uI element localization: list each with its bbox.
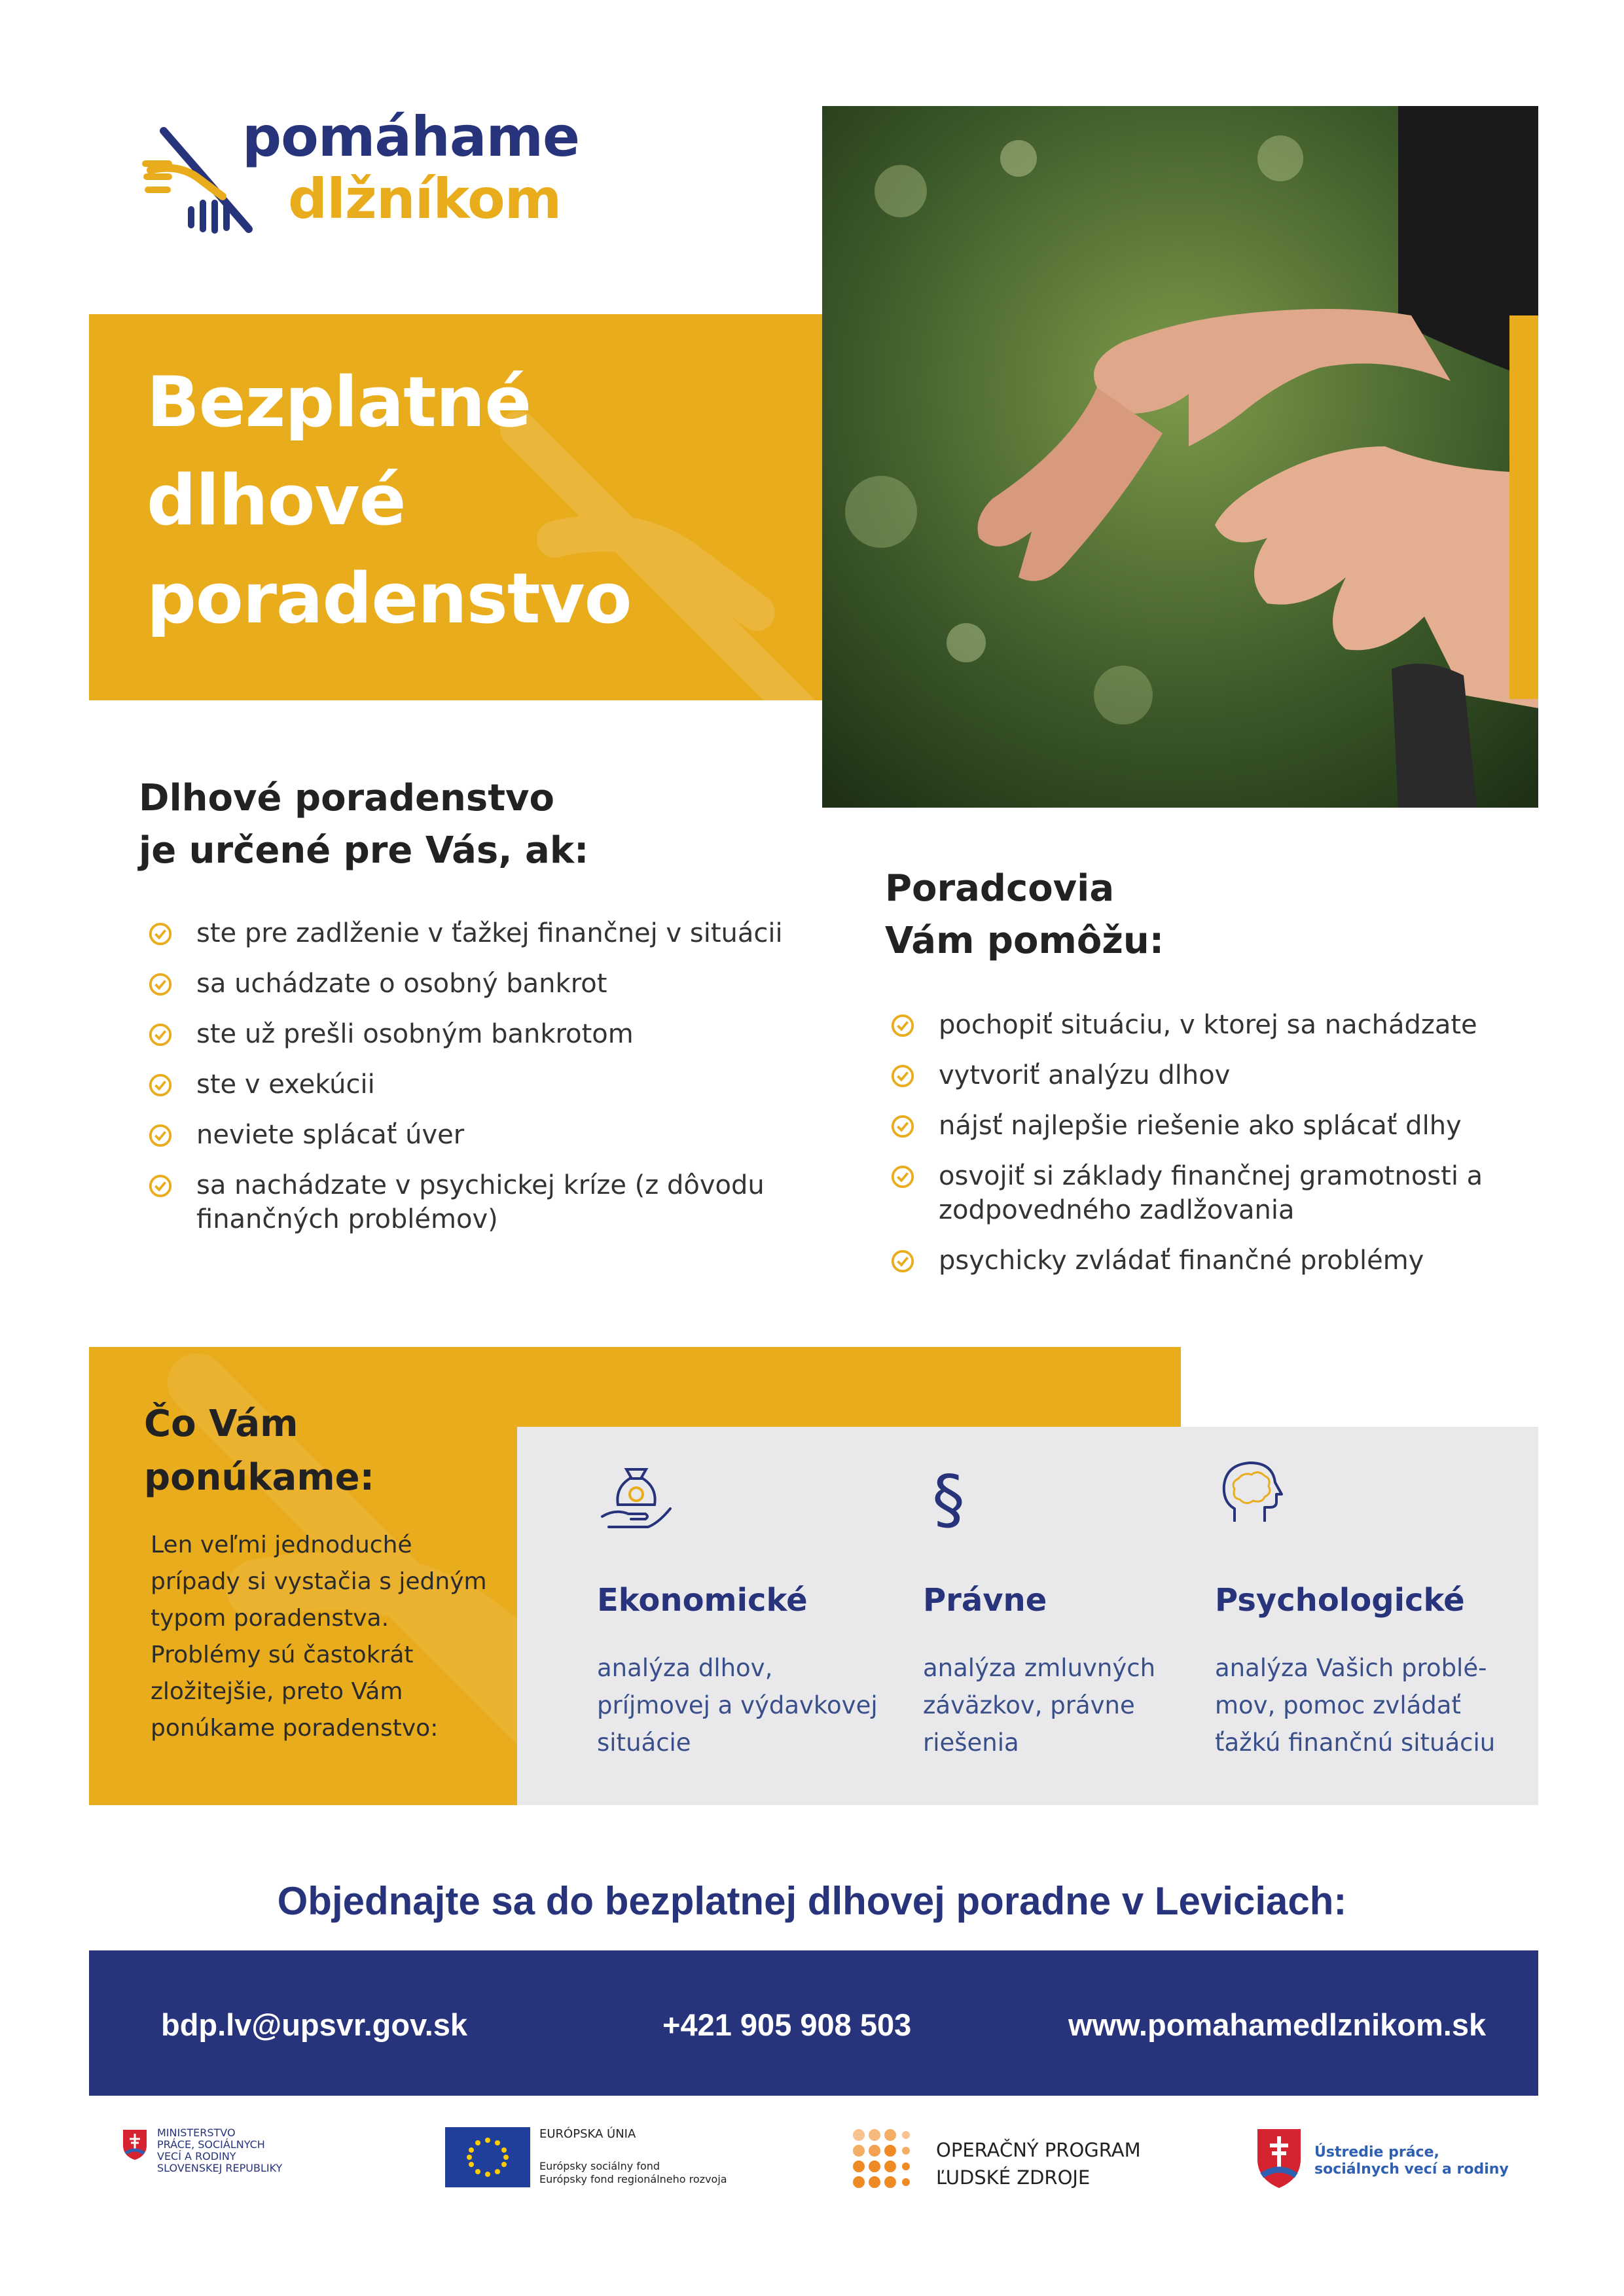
- contact-phone-link[interactable]: +421 905 908 503: [662, 2007, 912, 2042]
- eu-flag-icon: [445, 2127, 530, 2187]
- logo-text-line2: dlžníkom: [288, 167, 562, 231]
- list-item-text: psychicky zvládať finančné problémy: [939, 1246, 1424, 1276]
- check-circle-icon: [890, 1249, 915, 1274]
- contact-email-link[interactable]: bdp.lv@upsvr.gov.sk: [161, 2007, 468, 2042]
- eu-title: EURÓPSKA ÚNIA: [539, 2127, 636, 2141]
- list-item: [145, 1067, 800, 1102]
- ministry-text-line: SLOVENSKEJ REPUBLIKY: [157, 2162, 283, 2174]
- contact-website-link[interactable]: www.pomahamedlznikom.sk: [1068, 2007, 1487, 2042]
- offer-heading: [144, 1397, 374, 1505]
- heading-line: Čo Vám: [144, 1403, 298, 1445]
- list-item: [145, 1168, 800, 1236]
- check-circle-icon: [148, 1123, 173, 1148]
- check-circle-icon: [890, 1064, 915, 1088]
- upsvr-text-line: sociálnych vecí a rodiny: [1314, 2161, 1509, 2178]
- list-item-text: nájsť najlepšie riešenie ako splácať dlhy: [939, 1111, 1462, 1141]
- right-checklist: [888, 1008, 1509, 1294]
- right-list-heading: [885, 863, 1164, 967]
- offer-text: Len veľmi jednoduché prípady si vystačia s jedným typom poradenstva. Problémy sú častokrát zložitejšie, preto Vám ponúkame poradenstvo:: [151, 1532, 487, 1742]
- brain-head-icon: [1215, 1456, 1293, 1535]
- op-text-line: OPERAČNÝ PROGRAM: [936, 2139, 1141, 2161]
- heading-line: Dlhové poradenstvo: [139, 777, 554, 819]
- hero-title: [147, 353, 631, 648]
- svg-text:§: §: [932, 1461, 965, 1535]
- ministry-text-line: PRÁCE, SOCIÁLNYCH: [157, 2138, 265, 2151]
- heading-line: je určené pre Vás, ak:: [139, 829, 589, 872]
- hands-reaching-image: [822, 106, 1538, 808]
- list-item-text: ste v exekúcii: [196, 1069, 375, 1100]
- list-item: [888, 1109, 1509, 1143]
- service-desc: analýza Vašich problé-mov, pomoc zvládať ťažkú finančnú situáciu: [1215, 1654, 1496, 1757]
- hero-title-line: Bezplatné: [147, 362, 532, 442]
- service-psychological: [1215, 1456, 1503, 1761]
- check-circle-icon: [148, 1073, 173, 1098]
- eu-fund-line: Európsky fond regionálneho rozvoja: [539, 2173, 727, 2185]
- list-item-text: sa uchádzate o osobný bankrot: [196, 969, 607, 999]
- hero-title-line: dlhové: [147, 460, 406, 541]
- photo-accent-bar: [1509, 315, 1538, 699]
- heading-line: Vám pomôžu:: [885, 920, 1164, 962]
- op-text-line: ĽUDSKÉ ZDROJE: [936, 2166, 1091, 2189]
- list-item-text: vytvoriť analýzu dlhov: [939, 1060, 1231, 1090]
- list-item-text: sa nachádzate v psychickej kríze (z dôvodu finančných problémov): [196, 1170, 765, 1234]
- money-bag-icon: [597, 1456, 676, 1535]
- eu-fund-line: Európsky sociálny fond: [539, 2160, 660, 2172]
- brand-logo: [137, 105, 596, 275]
- list-item-text: ste už prešli osobným bankrotom: [196, 1019, 634, 1049]
- paragraph-icon: [923, 1456, 1001, 1535]
- upsvr-text: [1314, 2144, 1509, 2178]
- heading-line: Poradcovia: [885, 867, 1115, 910]
- list-item: [145, 967, 800, 1001]
- check-circle-icon: [148, 972, 173, 997]
- list-item-text: osvojiť si základy finančnej gramotnosti a zodpovedného zadlžovania: [939, 1161, 1483, 1225]
- hero-title-line: poradenstvo: [147, 558, 632, 639]
- list-item: [888, 1244, 1509, 1278]
- ministry-text: [157, 2127, 314, 2174]
- cta-heading: Objednajte sa do bezplatnej dlhovej poradne v Leviciach:: [277, 1879, 1347, 1923]
- list-item: [888, 1008, 1509, 1042]
- dots-grid-icon: [851, 2127, 910, 2190]
- list-item: [145, 916, 800, 950]
- slovak-shield-icon: [1255, 2127, 1303, 2190]
- contact-bar: [89, 1950, 1538, 2096]
- op-text: [936, 2136, 1141, 2191]
- service-title: Psychologické: [1215, 1582, 1465, 1619]
- slovak-shield-icon: [122, 2128, 148, 2161]
- check-circle-icon: [148, 922, 173, 946]
- ministry-text-line: VECÍ A RODINY: [157, 2150, 236, 2162]
- check-circle-icon: [890, 1013, 915, 1038]
- list-item-text: neviete splácať úver: [196, 1120, 465, 1150]
- heading-line: ponúkame:: [144, 1456, 375, 1499]
- service-title: Ekonomické: [597, 1582, 808, 1619]
- check-circle-icon: [890, 1114, 915, 1139]
- service-desc: analýza dlhov, príjmovej a výdavkovej situácie: [597, 1654, 878, 1757]
- left-checklist: [145, 916, 800, 1253]
- check-circle-icon: [148, 1174, 173, 1198]
- service-economic: [597, 1456, 885, 1761]
- logo-text-line1: pomáhame: [242, 105, 580, 169]
- list-item: [145, 1118, 800, 1152]
- list-item: [145, 1017, 800, 1051]
- check-circle-icon: [148, 1022, 173, 1047]
- left-list-heading: [139, 772, 588, 877]
- check-circle-icon: [890, 1164, 915, 1189]
- service-title: Právne: [923, 1582, 1047, 1619]
- list-item: [888, 1159, 1509, 1227]
- service-legal: [923, 1456, 1211, 1761]
- eu-funds: [539, 2160, 727, 2186]
- list-item: [888, 1058, 1509, 1092]
- ministry-text-line: MINISTERSTVO: [157, 2126, 236, 2139]
- list-item-text: ste pre zadlženie v ťažkej finančnej v situácii: [196, 918, 783, 948]
- hero-band: [89, 314, 822, 700]
- list-item-text: pochopiť situáciu, v ktorej sa nachádzate: [939, 1010, 1477, 1040]
- service-desc: analýza zmluvných záväzkov, právne riešenia: [923, 1654, 1156, 1757]
- upsvr-text-line: Ústredie práce,: [1314, 2144, 1439, 2161]
- hero-photo-hands: [822, 106, 1538, 808]
